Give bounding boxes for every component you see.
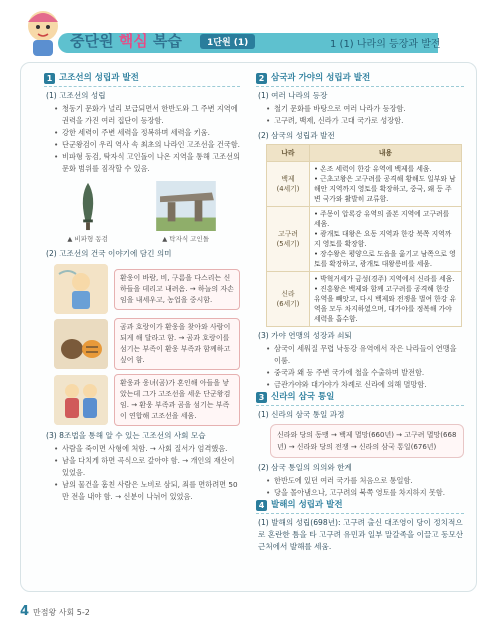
page-footer	[20, 604, 90, 619]
s2-bullets3	[256, 343, 464, 391]
story-block	[54, 318, 240, 370]
story-illustration	[54, 319, 108, 369]
story-illustration	[54, 375, 108, 425]
table-header: 나라	[267, 145, 310, 162]
table-row	[267, 207, 462, 272]
s2-bullets1	[256, 103, 464, 127]
page-number: 4	[20, 604, 30, 619]
kingdom-content: • 온조 세력이 한강 유역에 백제를 세움. • 근초고왕은 고구려를 공격해 황해도 일부와 남해안 지역까지 영토를 확장하고, 중국, 왜 등 주변 국가와 활발히 교류함.	[310, 162, 462, 207]
table-row	[267, 272, 462, 327]
unification-process-box: 신라와 당의 동맹 → 백제 멸망(660년) → 고구려 멸망(668년) → 신라와 당의 전쟁 → 신라의 삼국 통일(676년)	[270, 424, 464, 458]
book-title: 만점왕 사회 5-2	[33, 608, 90, 617]
table-header: 내용	[310, 145, 462, 162]
kingdom-content: • 박혁거세가 금성(경주) 지역에서 신라를 세움. • 진흥왕은 백제와 함께 고구려를 공격해 한강 유역을 빼앗고, 다시 백제와 전쟁을 벌여 한강 유역을 모두 차지하였으며, 대가야를 정복해 가야 세력을 흡수함.	[310, 272, 462, 327]
section-3-heading: 3 신라의 삼국 통일	[256, 391, 464, 406]
s1-sub2: (2) 고조선의 건국 이야기에 담긴 의미	[46, 249, 172, 258]
table-header-row	[267, 145, 462, 162]
list-item: • 강한 세력이 주변 세력을 정복하며 세력을 키움.	[62, 127, 240, 139]
s3-sub1: (1) 신라의 삼국 통일 과정	[258, 410, 345, 419]
list-item: • 단군왕검이 우리 역사 속 최초의 나라인 고조선을 건국함.	[62, 139, 240, 151]
s2-sub2: (2) 삼국의 성립과 발전	[258, 131, 335, 140]
list-item: • 금관가야와 대가야가 차례로 신라에 의해 멸망함.	[274, 379, 464, 391]
kingdoms-table	[266, 144, 462, 327]
page-title: 중단원 핵심 복습	[70, 32, 182, 50]
s2-sub1: (1) 여러 나라의 등장	[258, 91, 328, 100]
s1-sub3: (3) 8조법을 통해 알 수 있는 고조선의 사회 모습	[46, 431, 206, 440]
section-2-heading: 2 삼국과 가야의 성립과 발전	[256, 72, 464, 87]
list-item: • 철기 문화를 바탕으로 여러 나라가 등장함.	[274, 103, 464, 115]
s4-sub1: (1) 발해의 성립(698년): 고구려 출신 대조영이 당이 정치적으로 혼란한 틈을 타 고구려 유민과 일부 말갈족을 이끌고 동모산 근처에서 발해를 세움.	[258, 518, 464, 551]
s1-sub1: (1) 고조선의 성립	[46, 91, 106, 100]
table-row	[267, 162, 462, 207]
left-column	[44, 72, 240, 503]
caption-dagger: ▲ 비파형 동검	[67, 235, 108, 243]
story-text: 환웅과 웅녀(곰)가 혼인해 아들을 낳았는데 그가 고조선을 세운 단군왕검임. → 환웅 부족과 곰을 섬기는 부족이 연합해 고조선을 세움.	[114, 374, 240, 426]
list-item: • 남을 다치게 하면 곡식으로 갚아야 함. → 개인의 재산이 있었음.	[62, 455, 240, 479]
kingdom-name: 신라 (6세기)	[267, 272, 310, 327]
s3-bullets2	[256, 475, 464, 499]
list-item: • 청동기 문화가 널리 보급되면서 한반도와 그 주변 지역에 권력을 가진 여러 집단이 등장함.	[62, 103, 240, 127]
list-item: • 중국과 왜 등 주변 국가에 철을 수출하며 발전함.	[274, 367, 464, 379]
section-4-heading: 4 발해의 성립과 발전	[256, 499, 464, 514]
dolmen-image	[155, 181, 217, 231]
caption-dolmen: ▲ 탁자식 고인돌	[162, 235, 210, 243]
kingdom-name: 고구려 (5세기)	[267, 207, 310, 272]
bronze-dagger-image	[73, 181, 103, 231]
mascot-icon	[20, 6, 66, 60]
story-text: 곰과 호랑이가 환웅을 찾아와 사람이 되게 해 달라고 함. → 곰과 호랑이를 섬기는 부족이 환웅 부족과 함께하고 싶어 함.	[114, 318, 240, 370]
page-header	[0, 0, 500, 62]
list-item: • 고구려, 백제, 신라가 고대 국가로 성장함.	[274, 115, 464, 127]
list-item: • 사람을 죽이면 사형에 처함. → 사회 질서가 엄격했음.	[62, 443, 240, 455]
s1-bullets	[44, 103, 240, 175]
list-item: • 한반도에 있던 여러 국가를 처음으로 통일함.	[274, 475, 464, 487]
story-block	[54, 374, 240, 426]
list-item: • 삼국이 세워질 무렵 낙동강 유역에서 작은 나라들이 연맹을 이룸.	[274, 343, 464, 367]
story-illustration	[54, 264, 108, 314]
kingdom-name: 백제 (4세기)	[267, 162, 310, 207]
s1-bullets3	[44, 443, 240, 503]
list-item: • 비파형 동검, 탁자식 고인돌이 나온 지역을 통해 고조선의 문화 범위를 짐작할 수 있음.	[62, 151, 240, 175]
s2-sub3: (3) 가야 연맹의 성장과 쇠퇴	[258, 331, 352, 340]
unit-badge: 1단원 (1)	[200, 34, 255, 49]
kingdom-content: • 주몽이 압록강 유역의 졸본 지역에 고구려를 세움. • 광개토 대왕은 요동 지역과 한강 북쪽 지역까지 영토를 확장함. • 장수왕은 평양으로 도읍을 옮기고 남쪽으로 영토를 확장하고, 광개토 대왕릉비를 세움.	[310, 207, 462, 272]
list-item: • 당을 몰아냄으나, 고구려의 북쪽 영토를 차지하지 못함.	[274, 487, 464, 499]
s3-sub2: (2) 삼국 통일의 의의와 한계	[258, 463, 352, 472]
artifact-images	[44, 181, 240, 245]
section-1-heading: 1 고조선의 성립과 발전	[44, 72, 240, 87]
story-block	[54, 264, 240, 314]
list-item: • 남의 물건을 훔친 사람은 노비로 삼되, 죄를 면하려면 50만 전을 내야 함. → 신분이 나뉘어 있었음.	[62, 479, 240, 503]
section-subtitle: 1 (1) 나라의 등장과 발전	[330, 39, 441, 50]
right-column	[256, 72, 464, 554]
story-text: 환웅이 바람, 비, 구름을 다스리는 신하들을 데리고 내려옴. → 하늘의 자손임을 내세우고, 농업을 중시함.	[114, 269, 240, 310]
